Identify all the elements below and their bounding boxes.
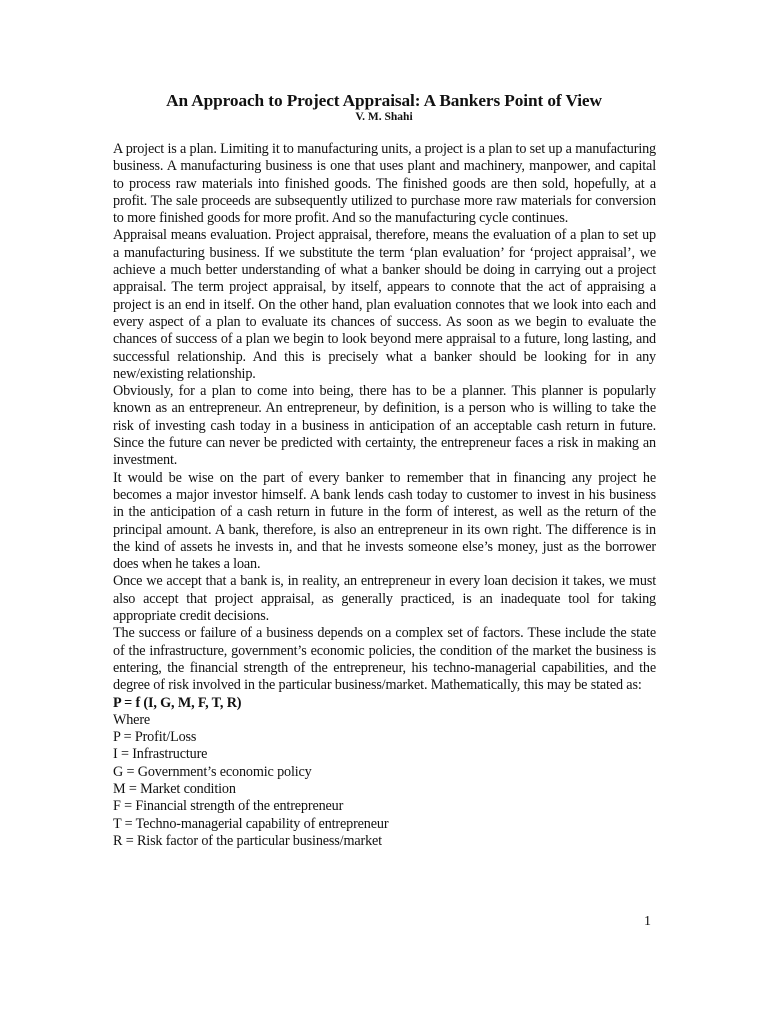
definition-market-condition: M = Market condition xyxy=(113,780,236,797)
definition-infrastructure: I = Infrastructure xyxy=(113,746,208,763)
paragraph-bank-entrepreneur: Once we accept that a bank is, in reality, an entrepreneur in every loan decision it takes, we must also accept that project appraisal, as generally practiced, is an inadequate tool for taking appropriate credit decisions. xyxy=(113,573,656,625)
author-name: V. M. Shahi xyxy=(355,111,413,123)
profit-formula: P = f (I, G, M, F, T, R) xyxy=(113,694,242,711)
definition-financial-strength: F = Financial strength of the entrepreneur xyxy=(113,798,344,815)
document-title: An Approach to Project Appraisal: A Bankers Point of View xyxy=(166,91,602,110)
definition-risk-factor: R = Risk factor of the particular business/market xyxy=(113,832,382,849)
page-number: 1 xyxy=(644,914,651,929)
definition-profit: P = Profit/Loss xyxy=(113,729,197,746)
paragraph-project-definition: A project is a plan. Limiting it to manufacturing units, a project is a plan to set up a manufacturing business. A manufacturing business is one that uses plant and machinery, manpower, and capital to process raw materials into finished goods. The finished goods are then sold, hopefully, at a profit. The sale proceeds are subsequently utilized to purchase more raw materials for conversion to more finished goods for more profit. And so the manufacturing cycle continues. xyxy=(113,141,657,227)
paragraph-entrepreneur: Obviously, for a plan to come into being, there has to be a planner. This planner is popularly known as an entrepreneur. An entrepreneur, by definition, is a person who is willing to take the risk of investing cash today in a business in anticipation of an acceptable cash return in future. Since the future can never be predicted with certainty, the entrepreneur faces a risk in making an investment. xyxy=(113,383,656,469)
document-body xyxy=(113,141,656,850)
definition-techno-managerial: T = Techno-managerial capability of entrepreneur xyxy=(113,815,389,832)
paragraph-appraisal-meaning: Appraisal means evaluation. Project appraisal, therefore, means the evaluation of a plan to set up a manufacturing business. If we substitute the term ‘plan evaluation’ for ‘project appraisal’, we achieve a much better understanding of what a banker should be doing in carrying out a project appraisal. The term project appraisal, by itself, appears to connote that the act of appraising a project is an end in itself. On the other hand, plan evaluation connotes that we look into each and every aspect of a plan to evaluate its chances of success. As soon as we begin to evaluate the chances of success of a plan we begin to look beyond mere appraisal to a future, long lasting, and successful relationship. And this is precisely what a banker should be looking for in any new/existing relationship. xyxy=(113,227,656,382)
paragraph-banker-investor: It would be wise on the part of every banker to remember that in financing any project he becomes a major investor himself. A bank lends cash today to customer to invest in his business in the anticipation of a cash return in future in the form of interest, as well as the return of the principal amount. A bank, therefore, is also an entrepreneur in its own right. The difference is in the kind of assets he invests in, and that he invests someone else’s money, just as the borrower does when he takes a loan. xyxy=(113,469,656,573)
paragraph-success-factors: The success or failure of a business depends on a complex set of factors. These include the state of the infrastructure, government’s economic policies, the condition of the market the business is entering, the financial strength of the entrepreneur, his techno-managerial capabilities, and the degree of risk involved in the particular business/market. Mathematically, this may be stated as: xyxy=(113,625,656,694)
where-label: Where xyxy=(113,711,151,728)
definition-government-policy: G = Government’s economic policy xyxy=(113,763,312,780)
